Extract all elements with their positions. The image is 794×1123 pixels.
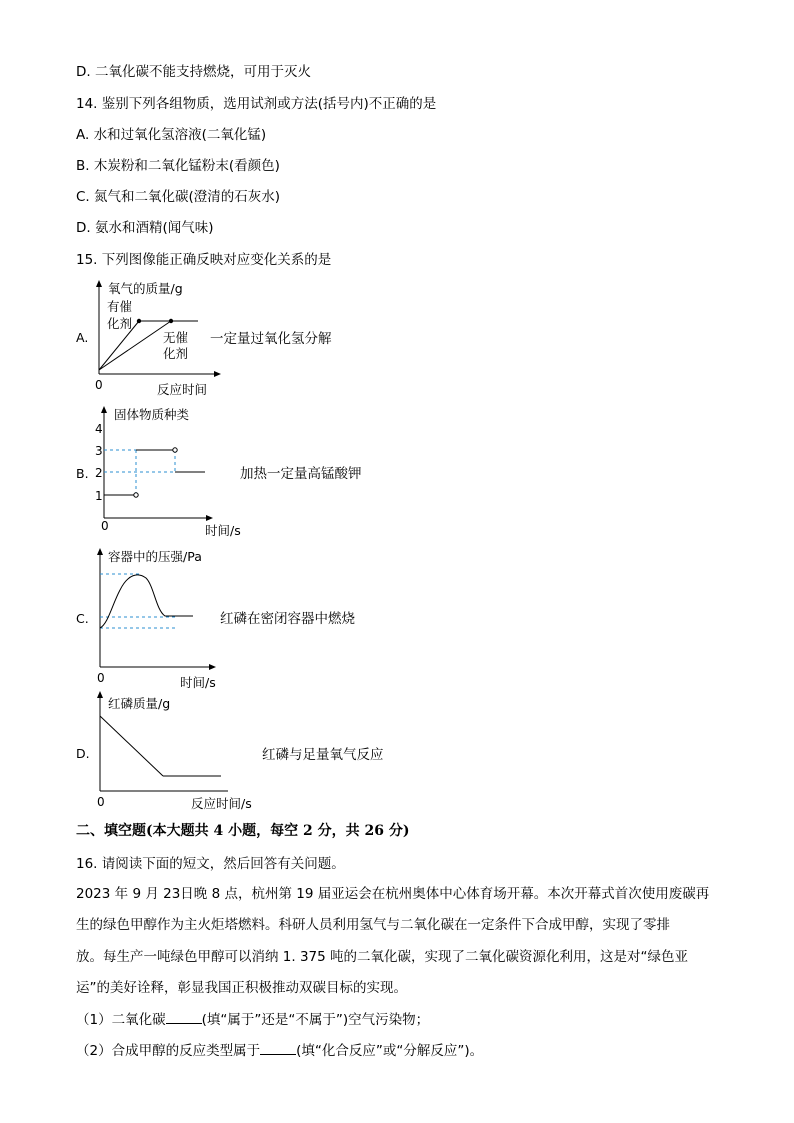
graph-c-origin: 0 [97, 671, 105, 685]
graph-b-open-point-2 [173, 448, 177, 452]
graph-b-origin: 0 [101, 519, 109, 533]
graph-a-label-2: 化剂 [107, 316, 133, 331]
q16-sub2-prefix: （2）合成甲醇的反应类型属于 [76, 1043, 261, 1059]
q16-sub2-blank[interactable] [260, 1042, 296, 1055]
q16-passage-line-1: 2023 年 9 月 23日晚 8 点，杭州第 19 届亚运会在杭州奥体中心体育场开幕。本次开幕式首次使用废碳再 [76, 886, 710, 902]
q14-option-a: A. 水和过氧化氢溶液(二氧化锰) [76, 127, 267, 143]
graph-b [76, 407, 362, 538]
q14-stem: 14. 鉴别下列各组物质，选用试剂或方法(括号内)不正确的是 [76, 96, 437, 112]
graph-d [76, 694, 384, 811]
graph-a [76, 281, 332, 397]
graph-b-ytick-4: 4 [95, 422, 103, 436]
graph-a-label-1: 有催 [107, 299, 133, 314]
graph-d-letter: D. [76, 746, 90, 761]
q16-sub1-blank[interactable] [166, 1011, 202, 1024]
graph-d-ylabel: 红磷质量/g [108, 696, 171, 711]
q16-sub2 [76, 1042, 483, 1060]
graph-c-letter: C. [76, 611, 89, 626]
q15-stem: 15. 下列图像能正确反映对应变化关系的是 [76, 252, 332, 268]
graph-b-ytick-1: 1 [95, 489, 103, 503]
q16-sub1 [76, 1011, 429, 1029]
graph-d-origin: 0 [97, 795, 105, 809]
graph-d-xlabel: 反应时间/s [191, 796, 252, 811]
graph-c-caption: 红磷在密闭容器中燃烧 [220, 611, 355, 627]
q16-sub1-prefix: （1）二氧化碳 [76, 1012, 166, 1028]
graph-d-decline [100, 716, 163, 776]
graph-a-ylabel: 氧气的质量/g [108, 281, 183, 296]
graph-b-letter: B. [76, 466, 89, 481]
q14-option-d: D. 氨水和酒精(闻气味) [76, 220, 214, 236]
q14-option-c: C. 氮气和二氧化碳(澄清的石灰水) [76, 189, 281, 205]
q16-passage-line-2: 生的绿色甲醇作为主火炬塔燃料。科研人员利用氢气与二氧化碳在一定条件下合成甲醇，实现了零排 [76, 917, 670, 933]
graph-a-point-2 [169, 319, 173, 323]
graph-c-ylabel: 容器中的压强/Pa [108, 549, 202, 564]
graph-a-label-4: 化剂 [163, 346, 189, 361]
graph-a-xlabel: 反应时间 [157, 382, 208, 397]
graph-c-xlabel: 时间/s [180, 675, 216, 690]
graph-a-origin: 0 [95, 378, 103, 392]
graph-a-letter: A. [76, 330, 89, 345]
q16-sub2-suffix: (填“化合反应”或“分解反应”)。 [296, 1043, 484, 1059]
q16-passage-line-4: 运”的美好诠释，彰显我国正积极推动双碳目标的实现。 [76, 980, 407, 996]
graph-b-ylabel: 固体物质种类 [114, 407, 190, 422]
graph-b-caption: 加热一定量高锰酸钾 [240, 466, 362, 482]
q14-option-b: B. 木炭粉和二氧化锰粉末(看颜色) [76, 158, 280, 174]
q16-stem: 16. 请阅读下面的短文，然后回答有关问题。 [76, 856, 345, 872]
graph-a-label-3: 无催 [163, 330, 189, 345]
graph-c-curve [100, 575, 193, 628]
q16-sub1-suffix: (填“属于”还是“不属于”)空气污染物； [201, 1012, 430, 1028]
graph-b-open-point-1 [134, 493, 138, 497]
q16-passage-line-3: 放。每生产一吨绿色甲醇可以消纳 1. 375 吨的二氧化碳，实现了二氧化碳资源化利用，这是对“绿色亚 [76, 949, 689, 965]
graph-a-point-1 [137, 319, 141, 323]
graph-a-caption: 一定量过氧化氢分解 [210, 331, 332, 347]
graph-b-xlabel: 时间/s [205, 523, 241, 538]
section-heading: 二、填空题(本大题共 4 小题，每空 2 分，共 26 分) [76, 823, 410, 839]
graph-d-caption: 红磷与足量氧气反应 [262, 747, 384, 763]
graph-c [76, 549, 355, 690]
graph-b-ytick-3: 3 [95, 444, 103, 458]
graph-b-ytick-2: 2 [95, 466, 103, 480]
q13-option-d: D. 二氧化碳不能支持燃烧，可用于灭火 [76, 64, 311, 80]
